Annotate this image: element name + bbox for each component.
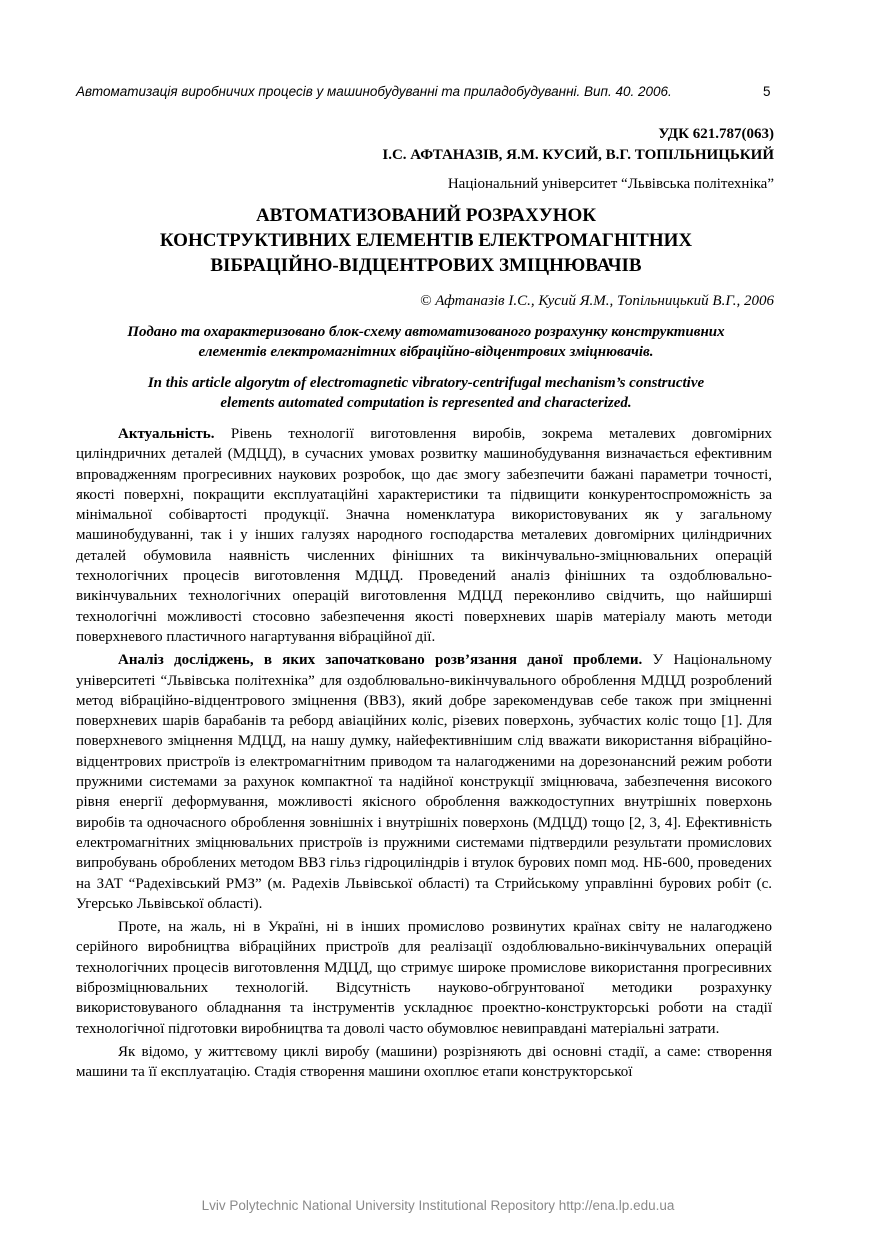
relevance-heading: Актуальність. xyxy=(118,426,215,442)
udc-code: УДК 621.787(063) xyxy=(658,126,774,142)
authors: І.С. АФТАНАЗІВ, Я.М. КУСИЙ, В.Г. ТОПІЛЬНИЦЬКИЙ xyxy=(382,147,774,163)
running-head: Автоматизація виробничих процесів у машинобудуванні та приладобудуванні. Вип. 40. 2006. xyxy=(76,84,672,99)
page-number: 5 xyxy=(763,84,771,99)
abstract-ukrainian xyxy=(76,322,776,362)
abstract-ua-line-2: елементів електромагнітних вібраційно-відцентрових зміцнювачів. xyxy=(198,344,654,360)
abstract-english xyxy=(76,373,776,413)
paragraph-relevance xyxy=(76,424,772,647)
paragraph-4: Як відомо, у життєвому циклі виробу (машини) розрізняють дві основні стадії, а саме: створення машини та її експлуатацію. Стадія створення машини охоплює етапи конструкторської xyxy=(76,1043,772,1081)
analysis-heading: Аналіз досліджень, в яких започатковано розв’язання даної проблеми. xyxy=(118,652,643,669)
title-line-1: АВТОМАТИЗОВАНИЙ РОЗРАХУНОК xyxy=(255,205,597,226)
analysis-text: У Національному університеті “Львівська політехніка” для оздоблювально-викінчувального оброблення МДЦД розроблений метод вібраційно-відцентрового зміцнення (ВВЗ), який добре зарекомендував себе також при зміцненні поверхневих шарів барабанів та реборд авіаційних коліс, різевих поверхонь, зубчастих коліс тощо [1]. Для поверхневого зміцнення МДЦД, на нашу думку, найефективнішим слід вважати використання вібраційно-відцентрових пристроїв із електромагнітним приводом та налагодженими на дорезонансний режим роботи пружними системами за рахунок компактної та надійної конструкції зміцнювача, забезпечення високого рівня енергії деформування, можливості якісного оброблення важкодоступних внутрішніх поверхонь виробів та одночасного оброблення зовнішніх і внутрішніх поверхонь (МДЦД) тощо [2, 3, 4]. Ефективність електромагнітних зміцнювальних пристроїв із пружними системами підтвердили результати промислових випробувань оброблених методом ВВЗ гільз гідроциліндрів і втулок бурових помп мод. НБ-600, проведених на ЗАТ “Радехівський РМЗ” (м. Радехів Львівської області) та Стрийському управлінні бурових робіт (с. Угерсько Львівської області). xyxy=(76,652,773,912)
abstract-ua-line-1: Подано та охарактеризовано блок-схему автоматизованого розрахунку конструктивних xyxy=(127,324,725,340)
paragraph-analysis xyxy=(76,650,772,914)
repository-footer: Lviv Polytechnic National University Institutional Repository http://ena.lp.edu.ua xyxy=(201,1198,675,1213)
title-line-3: ВІБРАЦІЙНО-ВІДЦЕНТРОВИХ ЗМІЦНЮВАЧІВ xyxy=(210,255,642,276)
paragraph-3: Проте, на жаль, ні в Україні, ні в інших промислово розвинутих країнах світу не налагоджено серійного виробництва вібраційних пристроїв для реалізації оздоблювально-викінчувальних операцій технологічних процесів виготовлення МДЦД, що стримує широке промислове використання прогресивних віброзміцнювальних технологій. Відсутність науково-обгрунтованої методики розрахунку використовуваного обладнання та інструментів ускладнює проектно-конструкторські роботи на стадії технологічної підготовки виробництва та доволі часто обумовлює невиправдані матеріальні затрати. xyxy=(76,919,772,1037)
title-line-2: КОНСТРУКТИВНИХ ЕЛЕМЕНТІВ ЕЛЕКТРОМАГНІТНИХ xyxy=(159,230,693,251)
affiliation: Національний університет “Львівська політехніка” xyxy=(447,176,774,192)
abstract-en-line-1: In this article algorytm of electromagnetic vibratory-centrifugal mechanism’s constructive xyxy=(147,375,705,391)
relevance-text: Рівень технології виготовлення виробів, зокрема металевих довгомірних циліндричних деталей (МДЦД), в сучасних умовах розвитку машинобудування визначається ефективним впровадженням прогресивних наукових розробок, що дає змогу забезпечити бажані параметри точності, якості поверхні, покращити експлуатаційні характеристики та підвищити конкурентоспроможність за мінімальної собівартості продукції. Значна номенклатура використовуваних як у загальному машинобудуванні, так і у інших галузях народного господарства металевих довгомірних циліндричних деталей обумовила наявність численних фінішних та викінчувально-зміцнювальних операцій технологічних процесів виготовлення МДЦД. Проведений аналіз фінішних та оздоблювально-викінчувальних технологічних операцій виготовлення МДЦД переконливо свідчить, що найширші технологічні можливості стосовно забезпечення якості поверхневих шарів матеріалу мають методи поверхневого пластичного нагартування вібраційної дії. xyxy=(76,426,772,645)
article-title xyxy=(76,203,776,278)
abstract-en-line-2: elements automated computation is represented and characterized. xyxy=(220,395,632,411)
article-body xyxy=(76,424,772,1083)
copyright: © Афтаназів І.С., Кусий Я.М., Топільницький В.Г., 2006 xyxy=(420,293,774,309)
